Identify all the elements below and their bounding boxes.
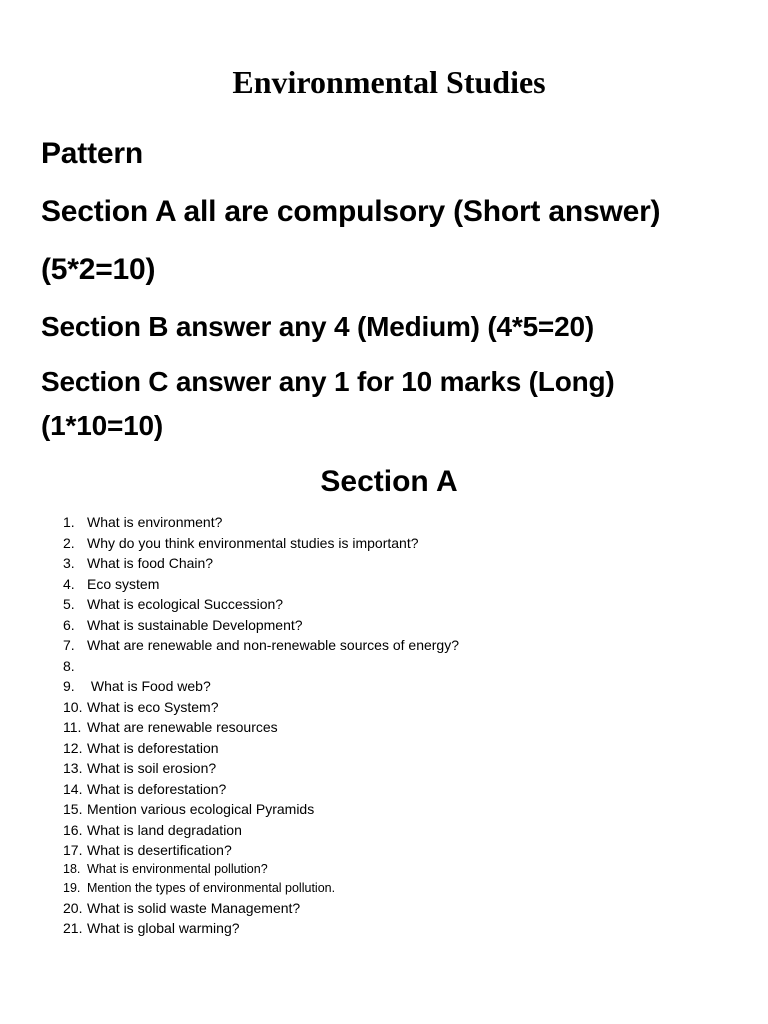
question-text: Why do you think environmental studies is important?	[87, 534, 419, 551]
question-text: What is global warming?	[87, 919, 240, 936]
question-text: What is food Chain?	[87, 555, 214, 571]
question-text: What is deforestation	[87, 739, 219, 756]
question-number: 8.	[63, 657, 75, 674]
question-number: 16.	[63, 821, 83, 838]
question-text: Eco system	[87, 575, 160, 592]
question-number: 9.	[63, 678, 75, 694]
section-c-marks-line: (1*10=10)	[41, 410, 163, 441]
question-text: What is deforestation?	[87, 780, 227, 797]
question-text: What is Food web?	[87, 678, 211, 694]
question-number: 20.	[63, 899, 83, 916]
question-number: 18.	[63, 862, 81, 876]
question-number: 7.	[63, 637, 75, 653]
question-text: What is desertification?	[87, 842, 232, 858]
pattern-heading: Pattern	[41, 137, 143, 170]
question-text: What are renewable and non-renewable sources of energy?	[87, 637, 460, 653]
question-text: Mention the types of environmental pollution.	[87, 880, 336, 895]
question-number: 13.	[63, 760, 83, 776]
question-number: 19.	[63, 880, 81, 895]
section-a-title: Section A	[320, 465, 458, 498]
section-a-pattern-line: Section A all are compulsory (Short answer)	[41, 195, 661, 228]
question-number: 15.	[63, 801, 83, 817]
question-text: What is ecological Succession?	[87, 596, 284, 612]
question-number: 1.	[63, 514, 75, 530]
section-c-pattern-line: Section C answer any 1 for 10 marks (Long)	[41, 366, 615, 397]
question-text: What is environment?	[87, 514, 223, 530]
question-text: What are renewable resources	[87, 719, 278, 735]
question-text: What is solid waste Management?	[87, 899, 301, 916]
section-b-pattern-line: Section B answer any 4 (Medium) (4*5=20)	[41, 311, 594, 342]
document-title: Environmental Studies	[232, 64, 546, 100]
question-text: What is soil erosion?	[87, 760, 217, 776]
question-text: What is environmental pollution?	[87, 862, 268, 876]
question-number: 12.	[63, 739, 83, 756]
question-number: 2.	[63, 534, 75, 551]
question-number: 10.	[63, 698, 83, 715]
question-number: 6.	[63, 616, 75, 633]
question-text: What is sustainable Development?	[87, 616, 303, 633]
question-number: 17.	[63, 842, 83, 858]
question-text: What is land degradation	[87, 821, 242, 838]
question-number: 21.	[63, 919, 83, 936]
question-text: What is eco System?	[87, 698, 219, 715]
question-number: 4.	[63, 575, 75, 592]
question-number: 3.	[63, 555, 75, 571]
question-number: 5.	[63, 596, 75, 612]
question-text: Mention various ecological Pyramids	[87, 801, 315, 817]
question-number: 11.	[63, 719, 82, 735]
question-number: 14.	[63, 780, 83, 797]
section-a-marks-line: (5*2=10)	[41, 253, 156, 286]
